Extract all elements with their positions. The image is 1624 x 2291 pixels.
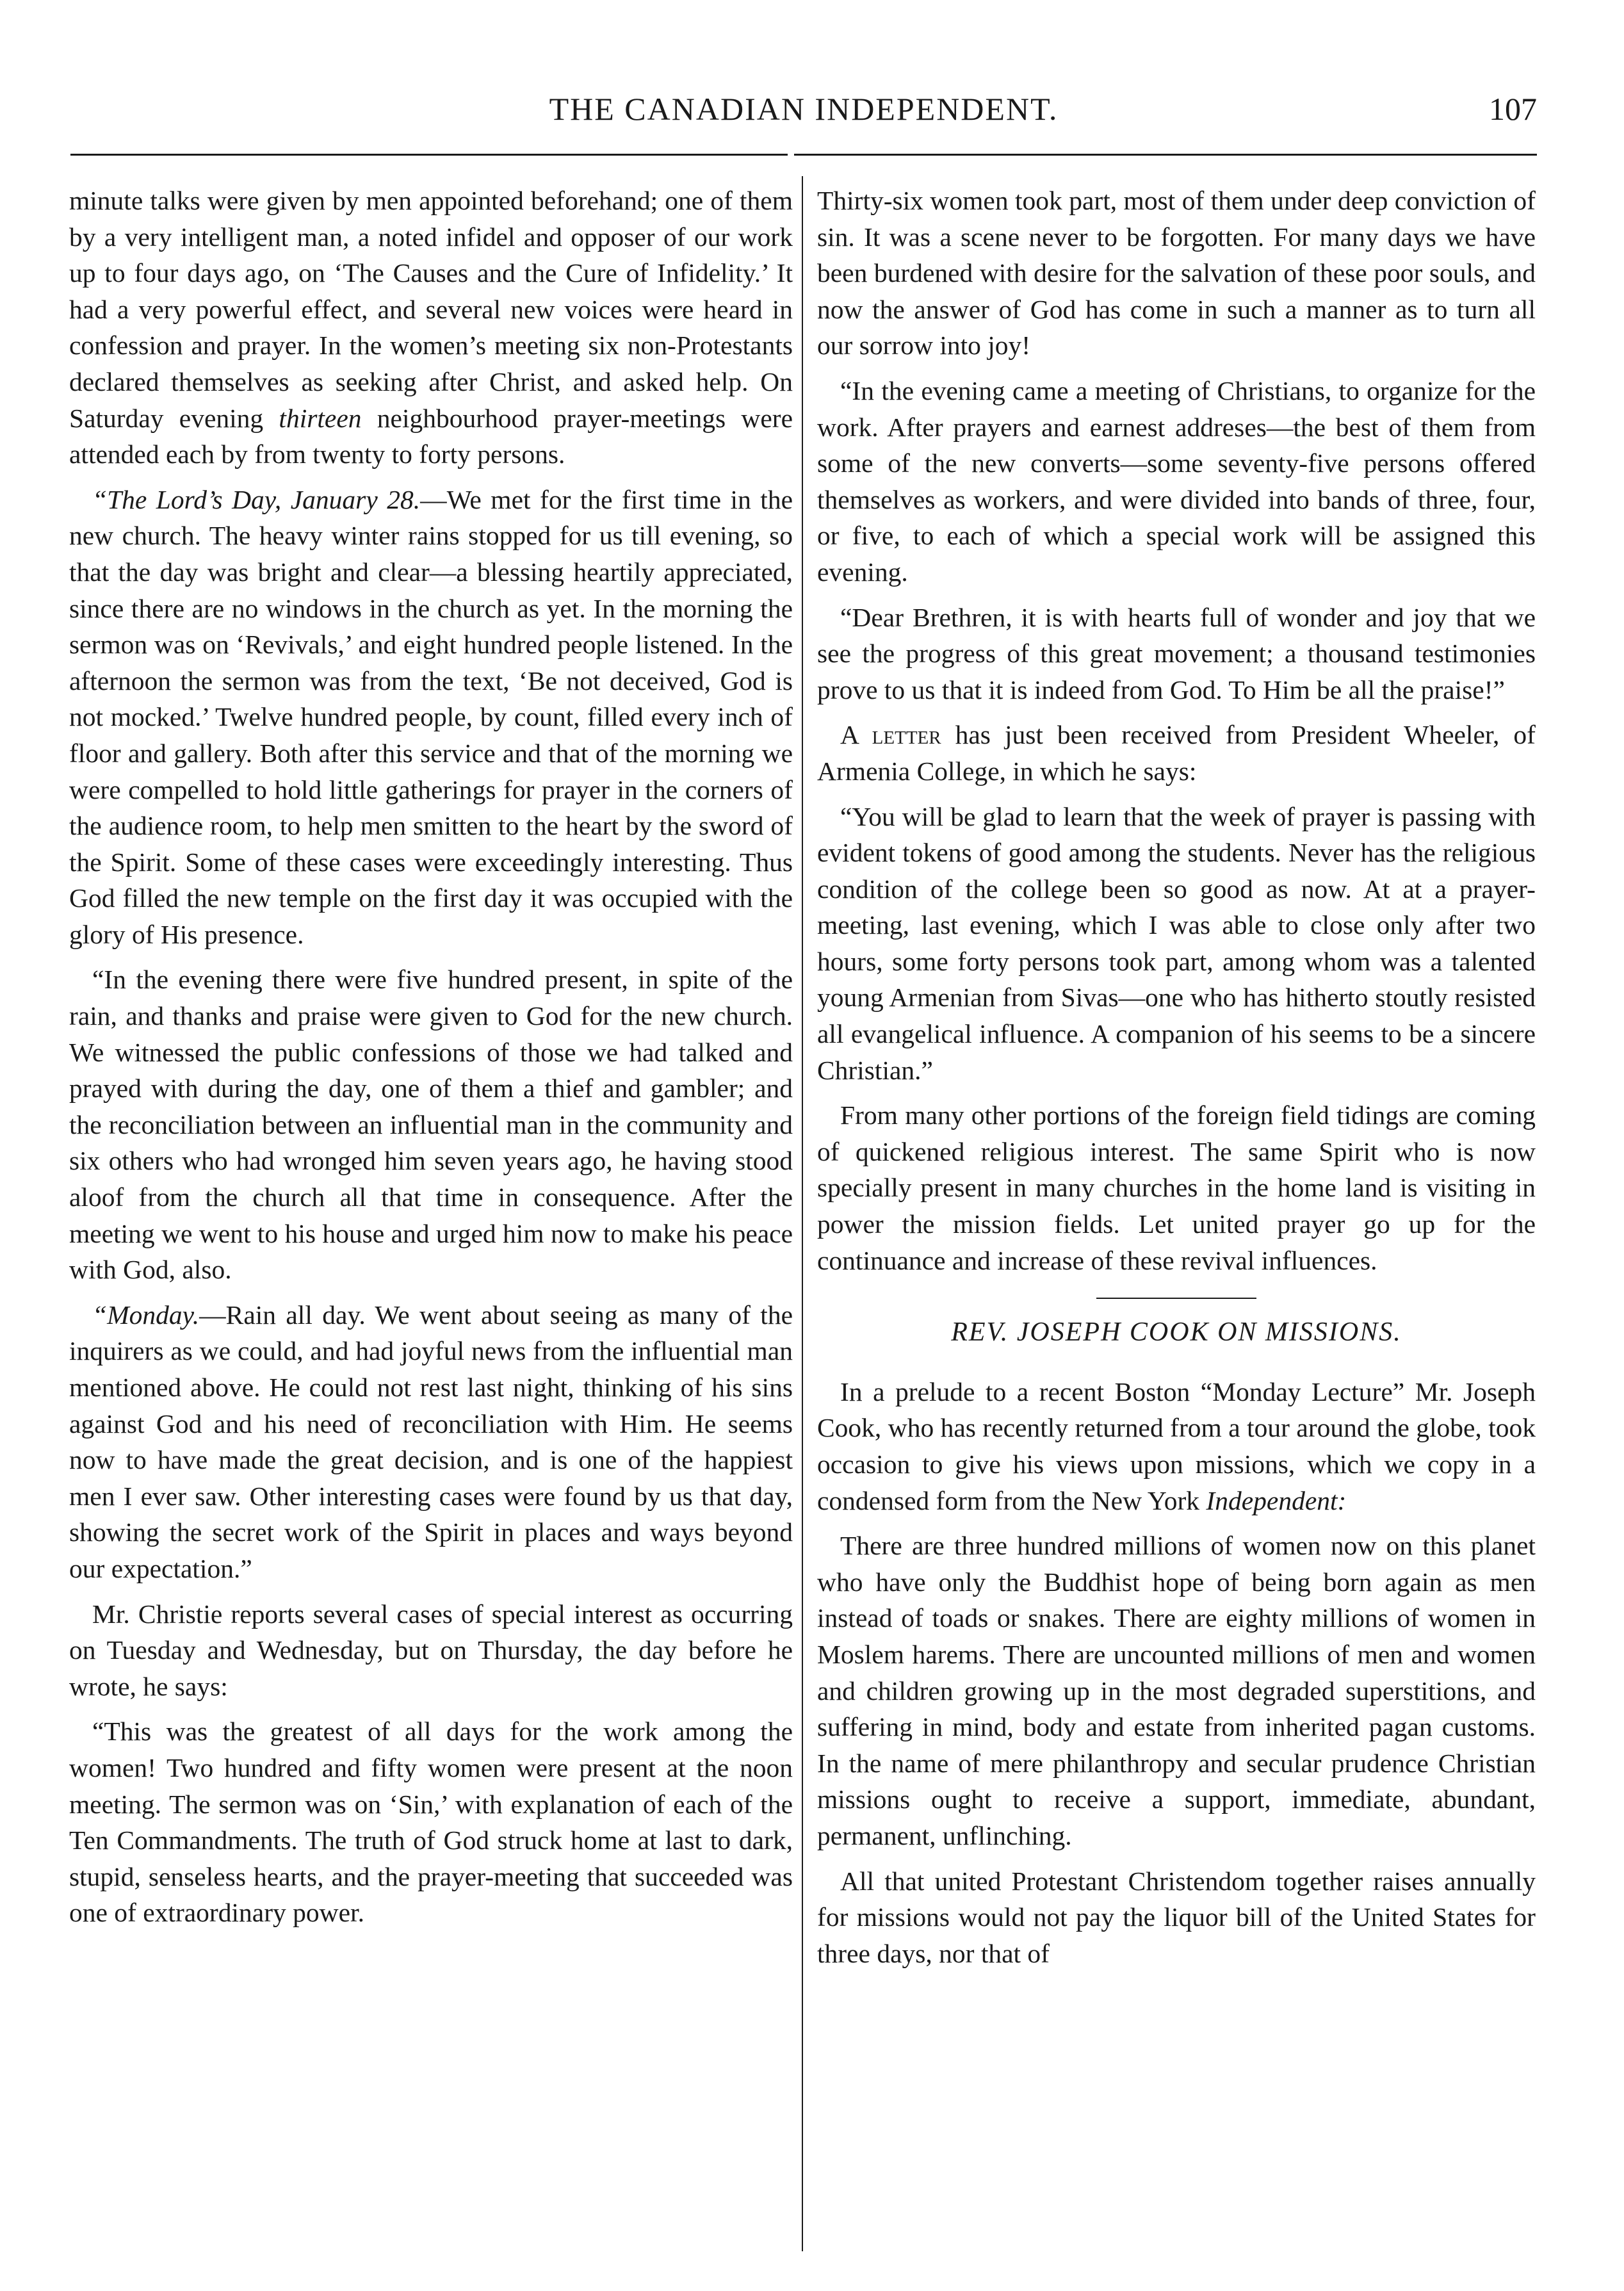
paragraph: There are three hundred millions of women now on this planet who have only the Buddhist hope of being born again as men instead of toads or snakes. There are eighty millions of women in Moslem harems. There are uncounted millions of men and women and children growing up in the most degraded superstitions, and suffering in mind, body and estate from inherited pagan customs. In the name of mere philanthropy and secular prudence Christian missions ought to receive a support, immediate, abundant, permanent, unflinching. xyxy=(817,1531,1536,1850)
paragraph: minute talks were given by men appointed beforehand; one of them by a very intelligent man, a noted infidel and opposer of our work up to four days ago, on ‘The Causes and the Cure of Infidelity.’ It had a very powerful effect, and several new voices were heard in confession and prayer. In the women’s meeting six non-Protestants declared themselves as seeking after Christ, and asked help. On Saturday evening thirteen neighbourhood prayer-meetings were attended each by from twenty to forty persons. xyxy=(69,186,793,469)
right-column xyxy=(817,183,1536,1980)
page-header xyxy=(70,83,1537,141)
paragraph: Thirty-six women took part, most of them under deep conviction of sin. It was a scene never to be forgotten. For many days we have been burdened with desire for the salvation of these poor souls, and now the answer of God has come in such a manner as to turn all our sorrow into joy! xyxy=(817,186,1536,361)
paragraph: “In the evening there were five hundred present, in spite of the rain, and thanks and praise were given to God for the new church. We witnessed the public confessions of those we had talked and prayed with during the day, one of them a thief and gambler; and the reconciliation between an influential man in the community and six others who had wronged him seven years ago, he having stood aloof from the church all that time in consequence. After the meeting we went to his house and urged him now to make his peace with God, also. xyxy=(69,965,793,1285)
paragraph: From many other portions of the foreign field tidings are coming of quickened religious interest. The same Spirit who is now specially present in many churches in the home land is visiting in power the mission fields. Let united prayer go up for the continuance and increase of these revival influences. xyxy=(817,1100,1536,1275)
paragraph: “This was the greatest of all days for the work among the women! Two hundred and fifty women were present at the noon meeting. The sermon was on ‘Sin,’ with explanation of each of the Ten Commandments. The truth of God struck home at last to dark, stupid, senseless hearts, and the prayer-meeting that succeeded was one of extraordinary power. xyxy=(69,1716,793,1928)
paragraph: “Dear Brethren, it is with hearts full of wonder and joy that we see the progress of this great movement; a thousand testimonies prove to us that it is indeed from God. To Him be all the praise!” xyxy=(817,602,1536,705)
header-rule-right xyxy=(794,154,1537,156)
page-number: 107 xyxy=(1489,91,1537,127)
header-rule-left xyxy=(70,154,768,156)
section-heading: REV. JOSEPH COOK ON MISSIONS. xyxy=(951,1317,1402,1348)
header-rule-center xyxy=(743,154,788,156)
left-column xyxy=(69,183,793,1940)
paragraph: A letter has just been received from President Wheeler, of Armenia College, in which he says: xyxy=(817,720,1536,786)
paragraph: “The Lord’s Day, January 28.—We met for the first time in the new church. The heavy winter rains stopped for us till evening, so that the day was bright and clear—a blessing heartily appreciated, since there are no windows in the church as yet. In the morning the sermon was on ‘Revivals,’ and eight hundred people listened. In the afternoon the sermon was from the text, ‘Be not deceived, God is not mocked.’ Twelve hundred people, by count, filled every inch of floor and gallery. Both after this service and that of the morning we were compelled to hold little gatherings for prayer in the corners of the audience room, to help men smitten to the heart by the sword of the Spirit. Some of these cases were exceedingly interesting. Thus God filled the new temple on the first day it was occupied with the glory of His presence. xyxy=(69,484,793,949)
paragraph: “Monday.—Rain all day. We went about seeing as many of the inquirers as we could, and had joyful news from the influential man mentioned above. He could not rest last night, thinking of his sins against God and his need of reconciliation with Him. He seems now to have made the great decision, and is one of the happiest men I ever saw. Other interesting cases were found by us that day, showing the secret work of the Spirit in places and ways beyond our expectation.” xyxy=(69,1300,793,1583)
publication-title: THE CANADIAN INDEPENDENT. xyxy=(549,91,1059,127)
section-divider xyxy=(1096,1298,1256,1299)
column-divider xyxy=(802,176,803,2251)
paragraph: “You will be glad to learn that the week of prayer is passing with evident tokens of good among the students. Never has the religious condition of the college been so good as now. At at a prayer-meeting, last evening, which I was able to close only after two hours, some forty persons took part, among whom was a talented young Armenian from Sivas—one who has hitherto stoutly resisted all evangelical influence. A companion of his seems to be a sincere Christian.” xyxy=(817,801,1536,1085)
paragraph: Mr. Christie reports several cases of special interest as occurring on Tuesday and Wednesday, but on Thursday, the day before he wrote, he says: xyxy=(69,1599,793,1701)
paragraph: “In the evening came a meeting of Christians, to organize for the work. After prayers and earnest addreses—the best of them from some of the new converts—some seventy-five persons offered themselves as workers, and were divided into bands of three, four, or five, to each of which a special work will be assigned this evening. xyxy=(817,375,1536,587)
paragraph: All that united Protestant Christendom together raises annually for missions would not pay the liquor bill of the United States for three days, nor that of xyxy=(817,1866,1536,1968)
paragraph: In a prelude to a recent Boston “Monday Lecture” Mr. Joseph Cook, who has recently returned from a tour around the globe, took occasion to give his views upon missions, which we copy in a condensed form from the New York Independent: xyxy=(817,1376,1536,1515)
